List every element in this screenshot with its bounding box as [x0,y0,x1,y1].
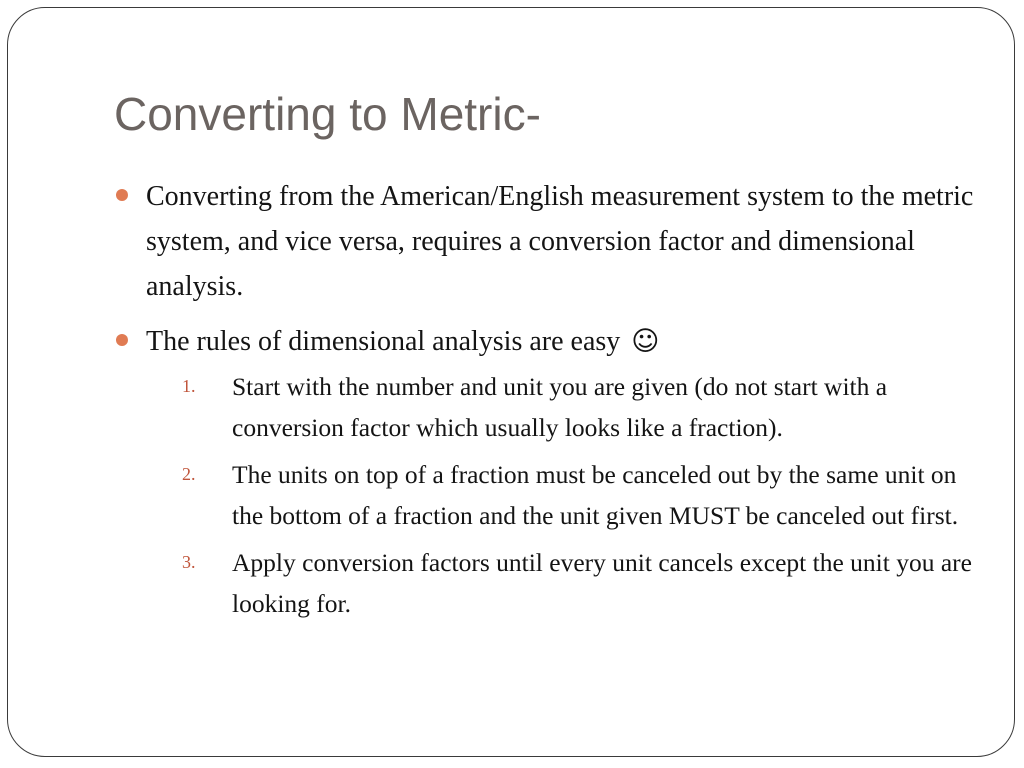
list-item-text: Apply conversion factors until every unit cancels except the unit you are looking for. [232,548,972,618]
list-number: 3. [182,552,196,572]
list-number: 1. [182,376,196,396]
smiley-face-icon: ☺ [631,326,660,357]
bullet-item [116,174,976,309]
slide [7,7,1015,757]
bullet-dot-icon [116,189,128,201]
slide-content [116,174,976,630]
bullet-text: The rules of dimensional analysis are easy [146,326,621,357]
numbered-list [146,366,976,624]
bullet-dot-icon [116,334,128,346]
bullet-item [116,319,976,624]
bullet-text: Converting from the American/English measurement system to the metric system, and vice versa, requires a conversion factor and dimensional analysis. [146,181,974,302]
list-item-text: The units on top of a fraction must be canceled out by the same unit on the bottom of a fraction and the unit given MUST be canceled out first. [232,460,959,530]
list-item [146,366,976,448]
list-number: 2. [182,464,196,484]
list-item [146,454,976,536]
list-item-text: Start with the number and unit you are given (do not start with a conversion factor which usually looks like a fraction). [232,372,888,442]
list-item [146,542,976,624]
slide-title: Converting to Metric- [114,88,541,140]
